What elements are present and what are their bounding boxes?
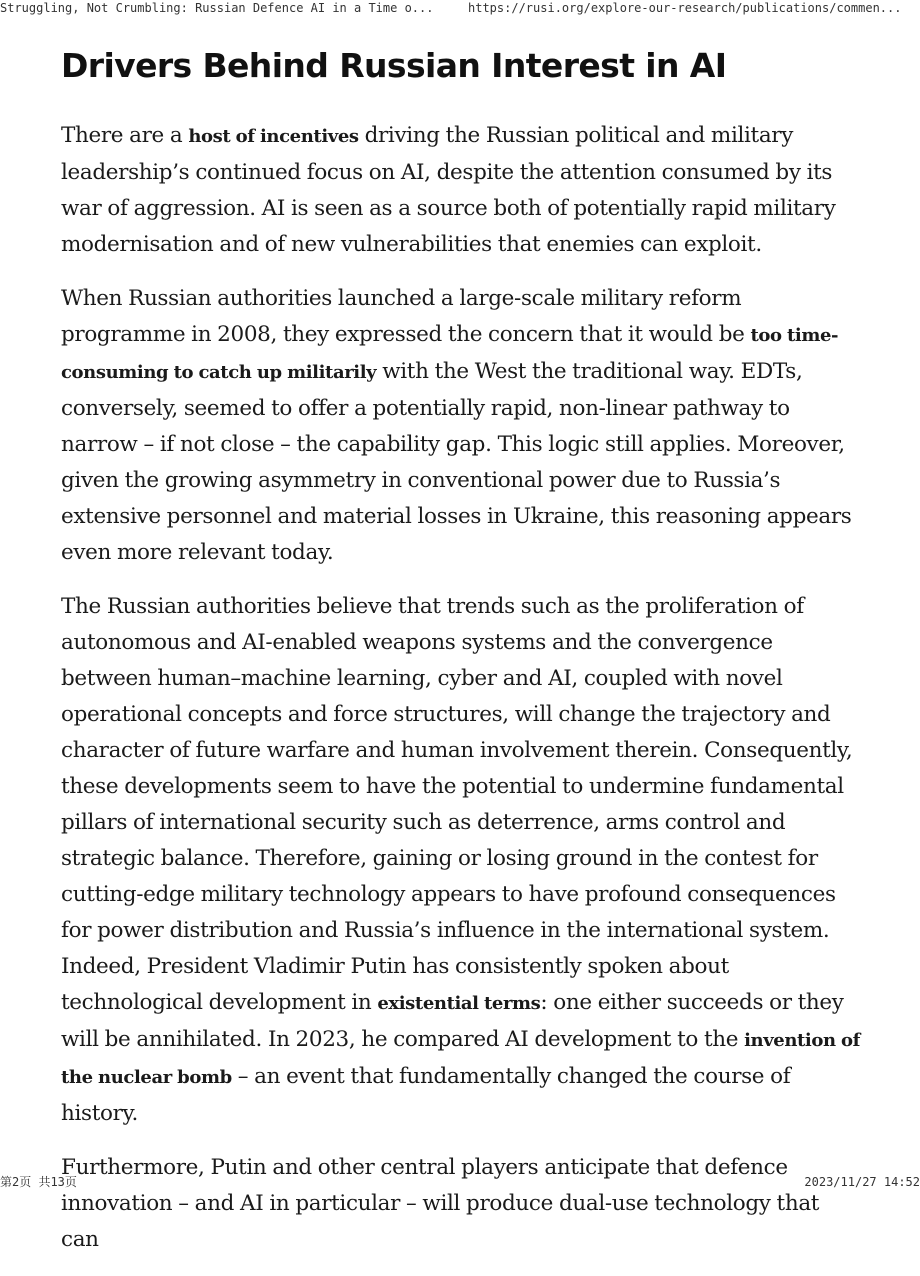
- print-header-url: https://rusi.org/explore-our-research/publications/commen...: [468, 1, 902, 15]
- paragraph-text: When Russian authorities launched a large-scale military reform programme in 2008, they expressed the concern that it would be: [61, 286, 751, 347]
- paragraph-2: [61, 281, 861, 571]
- paragraph-1: [61, 118, 861, 263]
- paragraph-4: [61, 1150, 861, 1258]
- paragraph-text: Furthermore, Putin and other central players anticipate that defence innovation – and AI in particular – will produce dual-use technology that can: [61, 1155, 820, 1252]
- paragraph-3: [61, 589, 861, 1132]
- paragraph-text: driving the Russian political and military leadership’s continued focus on AI, despite the attention consumed by its war of aggression. AI is seen as a source both of potentially rapid military modernisation and of new vulnerabilities that enemies can exploit.: [61, 123, 836, 257]
- print-header: [0, 0, 920, 18]
- paragraph-text: The Russian authorities believe that trends such as the proliferation of autonomous and AI-enabled weapons systems and the convergence between human–machine learning, cyber and AI, coupled with novel operational concepts and force structures, will change the trajectory and character of future warfare and human involvement therein. Consequently, these developments seem to have the potential to undermine fundamental pillars of international security such as deterrence, arms control and strategic balance. Therefore, gaining or losing ground in the contest for cutting-edge military technology appears to have profound consequences for power distribution and Russia’s influence in the international system. Indeed, President Vladimir Putin has consistently spoken about technological development in: [61, 594, 853, 1015]
- section-heading: Drivers Behind Russian Interest in AI: [61, 46, 727, 85]
- link-too-time-consuming[interactable]: too time-consuming to catch up militarily: [61, 325, 839, 383]
- print-footer: [0, 1174, 920, 1191]
- link-invention-of-nuclear-bomb[interactable]: invention of the nuclear bomb: [61, 1030, 860, 1088]
- print-header-title: Struggling, Not Crumbling: Russian Defence AI in a Time o...: [0, 1, 434, 15]
- page-counter: 第2页 共13页: [0, 1175, 77, 1189]
- paragraph-text: – an event that fundamentally changed the course of history.: [61, 1064, 791, 1126]
- link-existential-terms[interactable]: existential terms: [377, 993, 541, 1014]
- paragraph-text: : one either succeeds or they will be annihilated. In 2023, he compared AI development to the: [61, 990, 844, 1052]
- paragraph-text: There are a: [61, 123, 189, 148]
- article-body: [61, 44, 861, 1276]
- paragraph-text: with the West the traditional way. EDTs, conversely, seemed to offer a potentially rapid, non-linear pathway to narrow – if not close – the capability gap. This logic still applies. Moreover, given the growing asymmetry in conventional power due to Russia’s extensive personnel and material losses in Ukraine, this reasoning appears even more relevant today.: [61, 359, 852, 565]
- link-host-of-incentives[interactable]: host of incentives: [188, 126, 359, 147]
- print-timestamp: 2023/11/27 14:52: [804, 1175, 920, 1189]
